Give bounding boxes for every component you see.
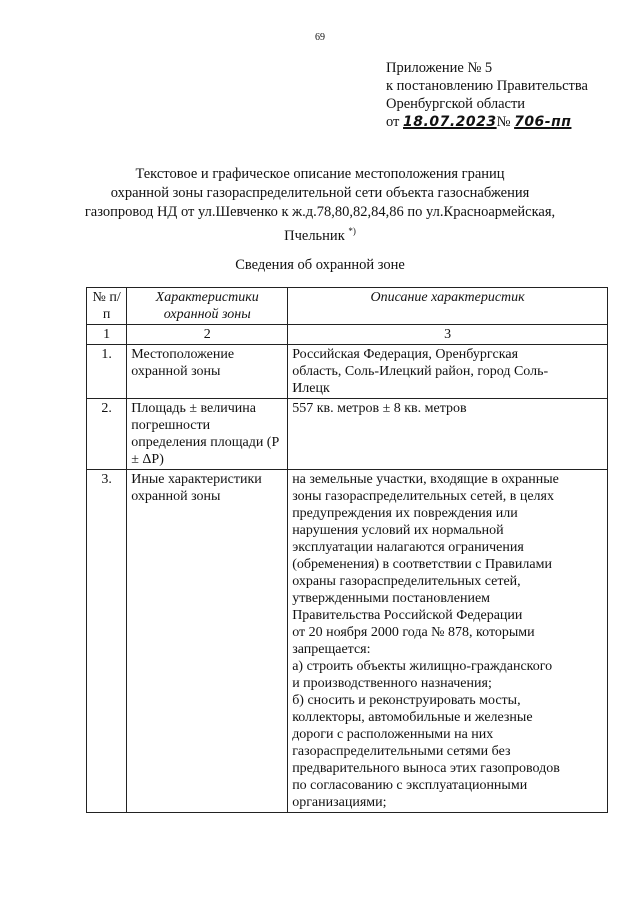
description-line: эксплуатации налагаются ограничения [292,540,524,555]
row-characteristic: Местоположение охранной зоны [127,345,288,399]
description-line: предупреждения их повреждения или [292,506,518,521]
section-heading: Сведения об охранной зоне [235,257,405,273]
description-line: область, Соль-Илецкий район, город Соль- [292,364,549,379]
title-place: Пчельник [284,227,345,244]
description-line: Российская Федерация, Оренбургская [292,347,519,362]
description-line: Правительства Российской Федерации [292,608,523,623]
header-cell: Описание характеристик [288,288,608,325]
index-cell: 1 [87,325,127,345]
description-line: организациями; [292,795,387,810]
index-cell: 3 [288,325,608,345]
description-line: Илецк [292,381,330,396]
title-line: охранной зоны газораспределительной сети объекта газоснабжения [110,185,530,201]
description-line: утвержденными постановлением [292,591,491,606]
header-cell: Характеристики охранной зоны [127,288,288,325]
table-row [87,399,608,470]
description-line: (обременения) в соответствии с Правилами [292,557,552,572]
description-line: нарушения условий их нормальной [292,523,504,538]
zone-info-table [86,287,608,813]
appendix-header [386,59,626,131]
table-index-row [87,325,608,345]
description-line: зоны газораспределительных сетей, в целях [292,489,554,504]
date-prefix: от [386,114,400,130]
description-line: коллекторы, автомобильные и железные [292,710,533,725]
appendix-line: Оренбургской области [386,96,526,112]
row-characteristic: Иные характеристики охранной зоны [127,470,288,813]
handwritten-doc-number: 706-пп [514,114,572,130]
description-line: предварительного выноса этих газопроводов [292,761,560,776]
description-line: охраны газораспределительных сетей, [292,574,521,589]
title-line: Текстовое и графическое описание местоположения границ [135,166,505,182]
description-line: от 20 ноября 2000 года № 878, которыми [292,625,535,640]
description-line: по согласованию с эксплуатационными [292,778,528,793]
row-number: 2. [87,399,127,470]
row-description [288,399,608,470]
handwritten-date: 18.07.2023 [403,114,497,130]
table-header-row [87,288,608,325]
appendix-date-line [386,113,626,131]
row-description [288,470,608,813]
description-line: а) строить объекты жилищно-гражданского [292,659,553,674]
index-cell: 2 [127,325,288,345]
table-row [87,345,608,399]
row-number: 3. [87,470,127,813]
footnote-mark: *) [348,226,356,236]
appendix-line: к постановлению Правительства [386,78,588,94]
document-title [60,165,580,246]
description-line: на земельные участки, входящие в охранные [292,472,559,487]
row-description [288,345,608,399]
header-cell: № п/п [87,288,127,325]
description-line: запрещается: [292,642,371,657]
description-line: и производственного назначения; [292,676,492,691]
description-line: дороги с расположенными на них [292,727,494,742]
description-line: б) сносить и реконструировать мосты, [292,693,521,708]
appendix-line: Приложение № 5 [386,60,493,76]
row-characteristic: Площадь ± величина погрешности определения площади (P ± ΔP) [127,399,288,470]
description-line: газораспределительными сетями без [292,744,511,759]
table-row [87,470,608,813]
number-sign: № [496,114,511,130]
title-line: газопровод НД от ул.Шевченко к ж.д.78,80,82,84,86 по ул.Красноармейская, [84,204,556,220]
page-number: 69 [315,32,325,43]
description-line: 557 кв. метров ± 8 кв. метров [292,401,467,416]
title-line [60,222,580,246]
row-number: 1. [87,345,127,399]
